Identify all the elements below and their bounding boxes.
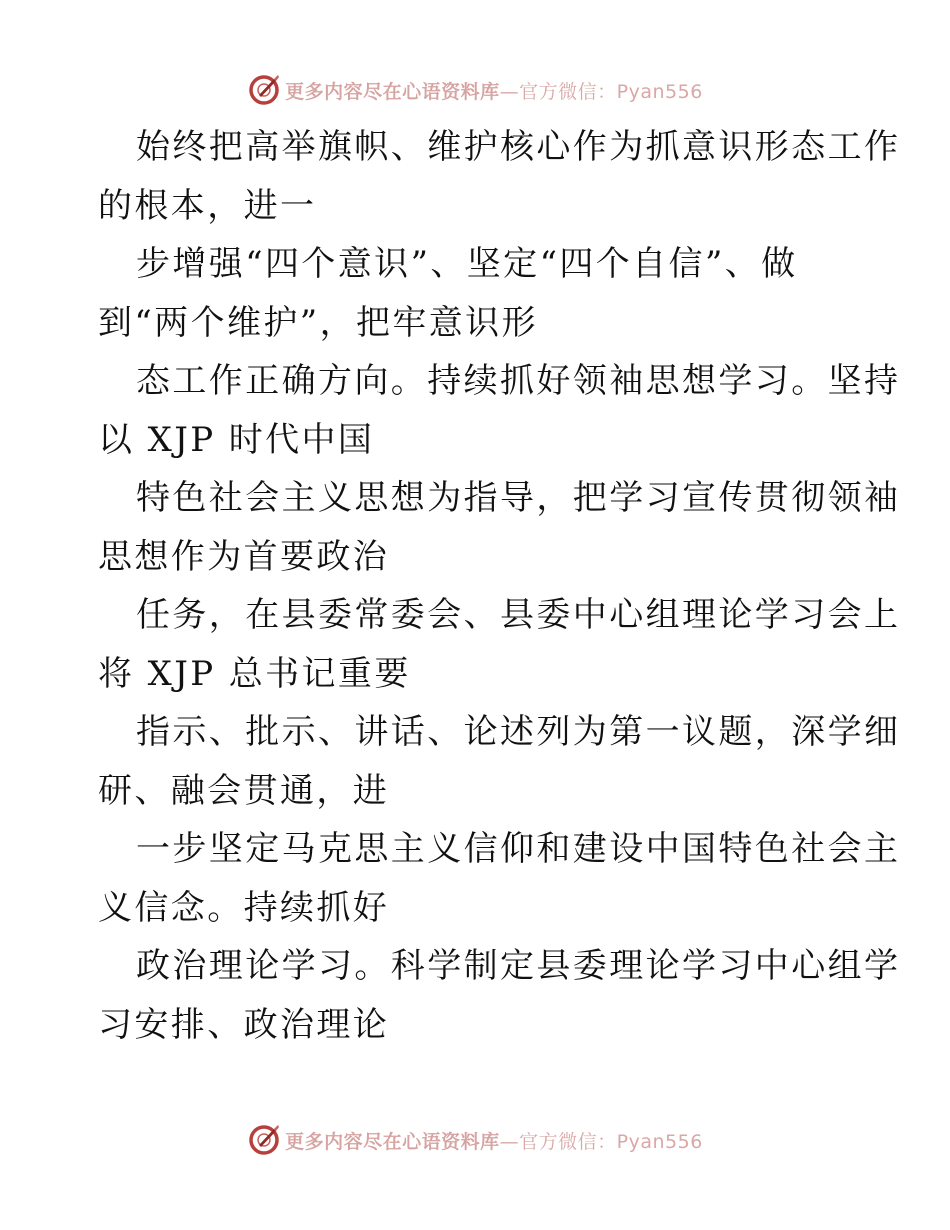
paragraph-line: 习安排、政治理论 — [98, 1004, 390, 1045]
paragraph-line: 步增强“四个意识”、坚定“四个自信”、做 — [136, 244, 798, 284]
paragraph-line: 的根本，进一 — [98, 185, 317, 226]
watermark-contact: 官方微信：Pyan556 — [519, 1130, 703, 1153]
paragraph-line: 始终把高举旗帜、维护核心作为抓意识形态工作 — [136, 127, 901, 167]
paragraph-line: 将 XJP 总书记重要 — [98, 653, 411, 694]
watermark-separator: — — [499, 1130, 520, 1153]
paragraph-line: 以 XJP 时代中国 — [98, 419, 375, 460]
paragraph-line: 特色社会主义思想为指导，把学习宣传贯彻领袖 — [136, 478, 901, 518]
watermark-brand: 更多内容尽在心语资料库 — [285, 80, 500, 103]
paragraph-line: 思想作为首要政治 — [98, 536, 390, 577]
paragraph-line: 到“两个维护”，把牢意识形 — [98, 302, 538, 343]
document-body — [98, 118, 901, 1054]
paragraph-line: 任务，在县委常委会、县委中心组理论学习会上 — [136, 595, 901, 635]
watermark-brand: 更多内容尽在心语资料库 — [285, 1130, 500, 1153]
paragraph-line: 一步坚定马克思主义信仰和建设中国特色社会主 — [136, 829, 901, 869]
watermark-separator: — — [499, 80, 520, 103]
pen-logo-icon — [247, 1123, 281, 1157]
watermark-contact: 官方微信：Pyan556 — [519, 80, 703, 103]
header-watermark — [0, 70, 950, 110]
paragraph-line: 研、融会贯通，进 — [98, 770, 390, 811]
paragraph-line: 政治理论学习。科学制定县委理论学习中心组学 — [136, 946, 901, 986]
footer-watermark — [0, 1120, 950, 1160]
paragraph-line: 态工作正确方向。持续抓好领袖思想学习。坚持 — [136, 361, 901, 401]
pen-logo-icon — [247, 73, 281, 107]
paragraph-line: 义信念。持续抓好 — [98, 887, 390, 928]
paragraph-line: 指示、批示、讲话、论述列为第一议题，深学细 — [136, 712, 901, 752]
